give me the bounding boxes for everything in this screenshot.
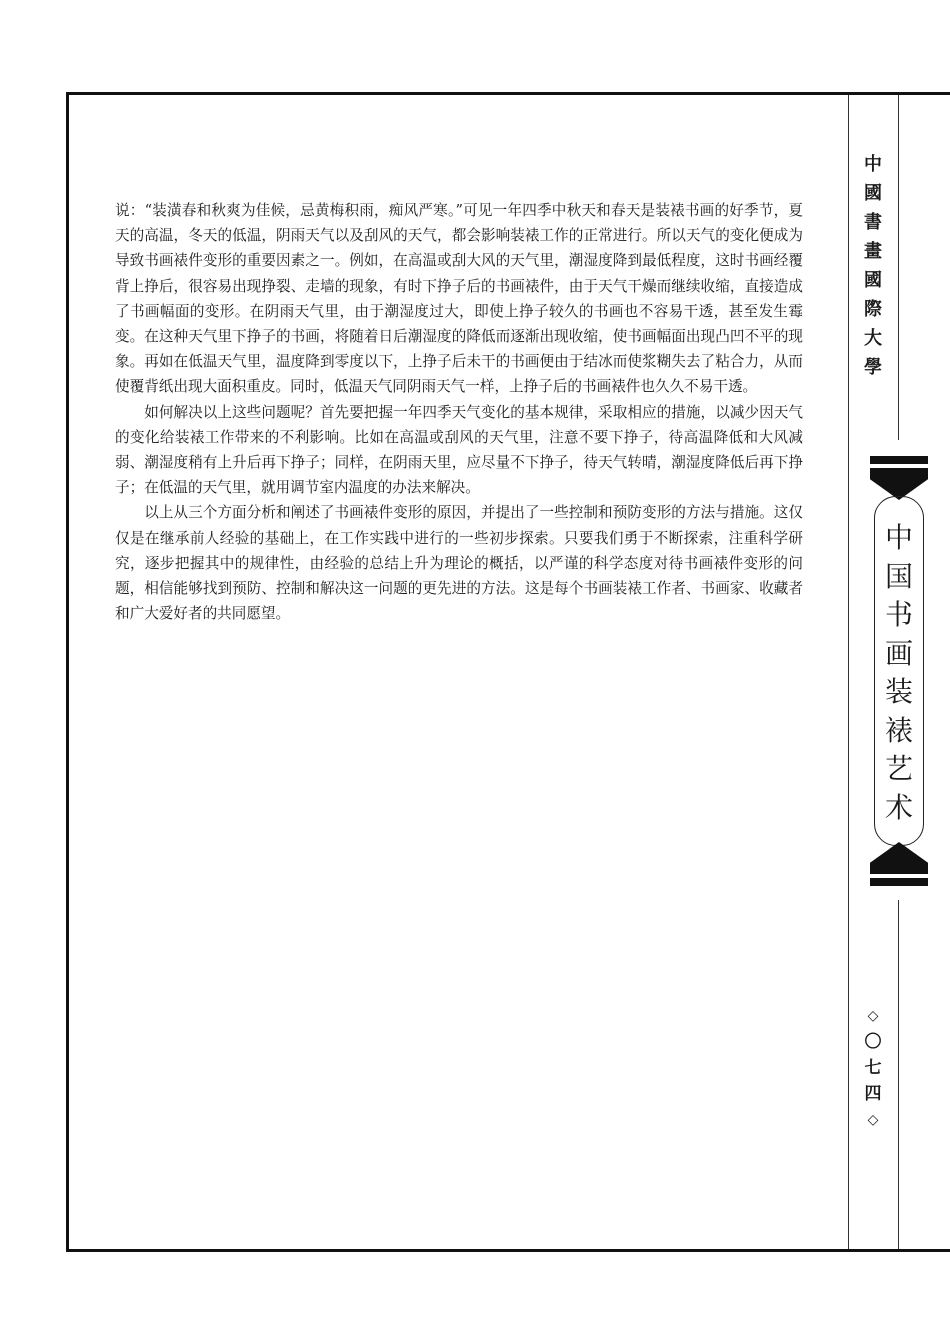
sidebar-rule — [848, 95, 849, 1249]
institution-char: 國 — [864, 270, 882, 291]
book-title-char: 画 — [884, 636, 913, 670]
institution-char: 中 — [864, 154, 882, 175]
book-title-char: 裱 — [884, 713, 913, 747]
sidebar-rule-upper — [898, 95, 899, 440]
institution-title — [858, 150, 888, 382]
book-title-char: 艺 — [884, 752, 913, 785]
paragraph-2: 如何解决以上这些问题呢？首先要把握一年四季天气变化的基本规律，采取相应的措施，以减少因天气的变化给装裱工作带来的不利影响。比如在高温或刮风的天气里，注意不要下挣子，待高温降低和大风减弱、潮湿度稍有上升后再下挣子；同样，在阴雨天里，应尽量不下挣子，待天气转晴，潮湿度降低后再下挣子；在低温的天气里，就用调节室内温度的办法来解决。 — [115, 403, 803, 497]
institution-char: 書 — [864, 212, 882, 233]
body-text — [115, 198, 803, 626]
institution-char: 國 — [864, 183, 882, 204]
book-title-char: 装 — [884, 675, 913, 708]
institution-char: 際 — [864, 299, 882, 320]
paragraph-1: 说：“装潢春和秋爽为佳候，忌黄梅积雨，痴风严寒。”可见一年四季中秋天和春天是装裱书画的好季节，夏天的高温，冬天的低温，阴雨天气以及刮风的天气，都会影响装裱工作的正常进行。所以天气的变化便成为导致书画裱件变形的重要因素之一。例如，在高温或刮大风的天气里，潮湿度降到最低程度，这时书画经覆背上挣后，很容易出现挣裂、走墙的现象，有时下挣子后的书画裱件，由于天气干燥而继续收缩，直接造成了书画幅面的变形。在阴雨天气里，由于潮湿度过大，即使上挣子较久的书画也不容易干透，甚至发生霉变。在这种天气里下挣子的书画，将随着日后潮湿度的降低而逐渐出现收缩，使书画幅面出现凸凹不平的现象。再如在低温天气里，温度降到零度以下，上挣子后未干的书画便由于结冰而使浆糊失去了粘合力，从而使覆背纸出现大面积重皮。同时，低温天气同阴雨天气一样，上挣子后的书画裱件也久久不易干透。 — [115, 202, 803, 396]
institution-char: 大 — [864, 328, 882, 349]
book-title-char: 术 — [884, 790, 913, 824]
institution-char: 畫 — [864, 241, 882, 262]
book-title-char: 书 — [884, 598, 913, 631]
book-title — [875, 519, 923, 827]
sidebar-rule-lower — [898, 900, 899, 1249]
page-number-digit: 四 — [864, 1084, 882, 1104]
page-number-digit: 〇 — [864, 1032, 882, 1052]
paragraph-3: 以上从三个方面分析和阐述了书画裱件变形的原因，并提出了一些控制和预防变形的方法与措施。这仅仅是在继承前人经验的基础上，在工作实践中进行的一些初步探索。只要我们勇于不断探索，注重科学研究，逐步把握其中的规律性，由经验的总结上升为理论的概括，以严谨的科学态度对待书画裱件变形的问题，相信能够找到预防、控制和解决这一问题的更先进的方法。这是每个书画装裱工作者、书画家、收藏者和广大爱好者的共同愿望。 — [115, 504, 803, 623]
ornament-bar — [870, 456, 928, 464]
page-number-digit: 七 — [864, 1058, 882, 1078]
book-title-box — [870, 456, 928, 886]
book-title-char: 中 — [884, 521, 913, 554]
diamond-icon: ◇ — [867, 1112, 879, 1128]
book-title-char: 国 — [884, 559, 913, 593]
ornament-notch — [870, 842, 928, 874]
institution-char: 學 — [864, 357, 882, 378]
page-number — [856, 1003, 890, 1133]
ornament-bar — [870, 878, 928, 886]
book-title-frame — [874, 496, 924, 846]
diamond-icon: ◇ — [867, 1008, 879, 1024]
